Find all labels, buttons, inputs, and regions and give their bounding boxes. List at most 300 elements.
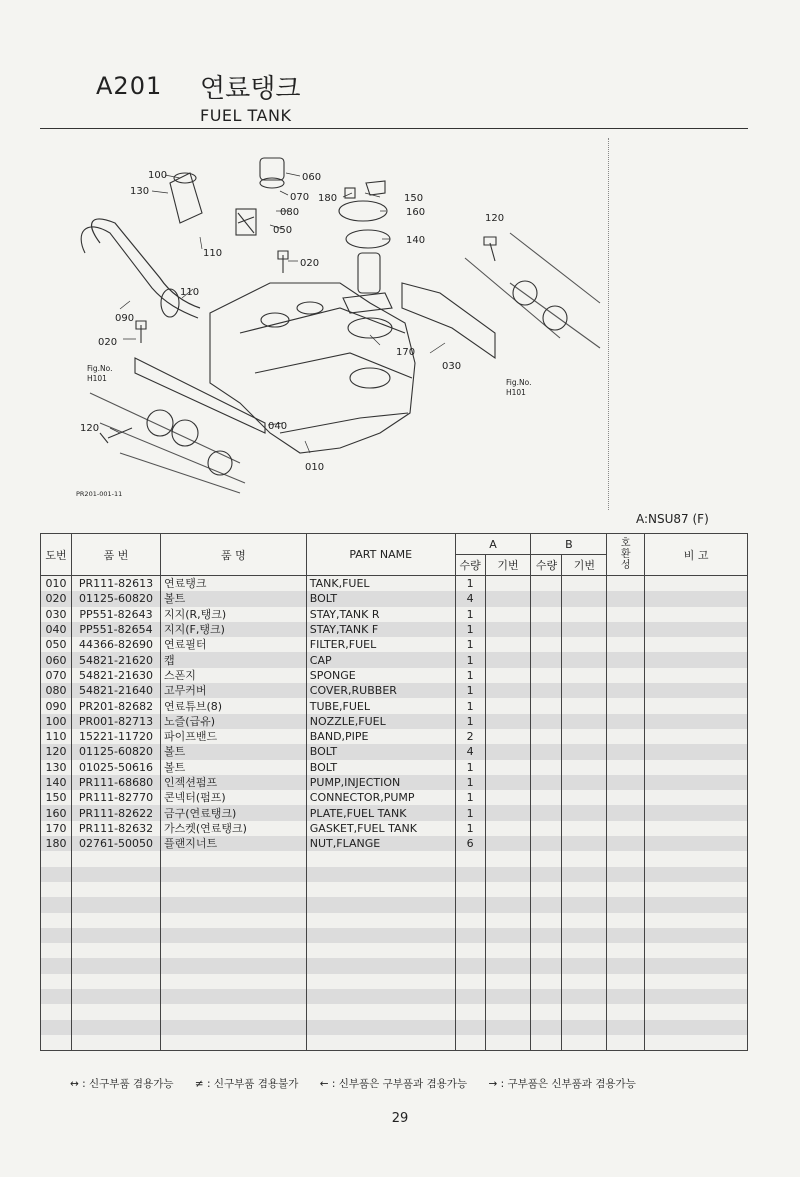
cell-part-name: BOLT — [306, 744, 455, 759]
cell-base-a — [485, 775, 531, 790]
cell-base-b — [562, 943, 607, 958]
cell-interchange — [607, 652, 645, 667]
cell-remarks — [645, 943, 748, 958]
cell-part-name — [306, 1035, 455, 1051]
cell-interchange — [607, 958, 645, 973]
cell-name-korean: 볼트 — [160, 760, 306, 775]
cell-base-a — [485, 1004, 531, 1019]
cell-base-a — [485, 683, 531, 698]
cell-part-name — [306, 1020, 455, 1035]
cell-part-name: SPONGE — [306, 668, 455, 683]
cell-diagram-no: 150 — [41, 790, 72, 805]
section-title-english: FUEL TANK — [200, 106, 292, 125]
callout-label: 100 — [148, 170, 168, 181]
cell-name-korean: 지지(F,탱크) — [160, 622, 306, 637]
cell-interchange — [607, 882, 645, 897]
cell-diagram-no — [41, 882, 72, 897]
cell-remarks — [645, 958, 748, 973]
cell-part-number: PR111-82622 — [71, 805, 160, 820]
table-row — [41, 867, 748, 882]
cell-base-b — [562, 928, 607, 943]
cell-name-korean — [160, 851, 306, 866]
cell-diagram-no: 060 — [41, 652, 72, 667]
cell-part-name — [306, 851, 455, 866]
header-group-a: A — [455, 534, 531, 555]
cell-part-name: STAY,TANK R — [306, 607, 455, 622]
table-row — [41, 760, 748, 775]
cell-interchange — [607, 790, 645, 805]
cell-qty-a — [455, 928, 485, 943]
cell-part-name: PLATE,FUEL TANK — [306, 805, 455, 820]
cell-qty-b — [531, 928, 562, 943]
cell-remarks — [645, 591, 748, 606]
cell-remarks — [645, 1035, 748, 1051]
cell-qty-a: 1 — [455, 637, 485, 652]
cell-base-a — [485, 607, 531, 622]
cell-base-a — [485, 729, 531, 744]
cell-qty-a — [455, 867, 485, 882]
cell-part-name: PUMP,INJECTION — [306, 775, 455, 790]
cell-interchange — [607, 698, 645, 713]
cell-base-a — [485, 1035, 531, 1051]
cell-name-korean: 연료탱크 — [160, 576, 306, 592]
cell-base-b — [562, 775, 607, 790]
cell-qty-b — [531, 897, 562, 912]
cell-base-a — [485, 668, 531, 683]
cell-part-number — [71, 958, 160, 973]
cell-interchange — [607, 943, 645, 958]
cell-base-b — [562, 851, 607, 866]
cell-part-name — [306, 974, 455, 989]
cell-part-name: TANK,FUEL — [306, 576, 455, 592]
cell-remarks — [645, 714, 748, 729]
cell-qty-a: 2 — [455, 729, 485, 744]
drawing-code: PR201-001-11 — [76, 490, 123, 498]
cell-qty-a: 1 — [455, 683, 485, 698]
page-number: 29 — [391, 1111, 409, 1126]
cell-remarks — [645, 683, 748, 698]
cell-name-korean — [160, 897, 306, 912]
table-row — [41, 851, 748, 866]
cell-qty-b — [531, 882, 562, 897]
cell-qty-a: 1 — [455, 698, 485, 713]
cell-diagram-no — [41, 913, 72, 928]
cell-interchange — [607, 714, 645, 729]
cell-part-name: BAND,PIPE — [306, 729, 455, 744]
cell-remarks — [645, 1004, 748, 1019]
cell-remarks — [645, 1020, 748, 1035]
cell-base-a — [485, 1020, 531, 1035]
cell-part-number — [71, 1035, 160, 1051]
cell-qty-b — [531, 714, 562, 729]
cell-remarks — [645, 836, 748, 851]
cell-interchange — [607, 744, 645, 759]
cell-interchange — [607, 897, 645, 912]
cell-remarks — [645, 974, 748, 989]
cell-remarks — [645, 775, 748, 790]
table-row — [41, 897, 748, 912]
cell-qty-a: 1 — [455, 652, 485, 667]
table-row — [41, 607, 748, 622]
cell-part-name — [306, 913, 455, 928]
cell-part-number: 02761-50050 — [71, 836, 160, 851]
cell-remarks — [645, 607, 748, 622]
cell-part-number: 15221-11720 — [71, 729, 160, 744]
section-title-korean: 연료탱크 — [200, 74, 301, 104]
cell-qty-b — [531, 683, 562, 698]
table-row — [41, 683, 748, 698]
cell-base-a — [485, 928, 531, 943]
cell-base-b — [562, 637, 607, 652]
cell-qty-a: 1 — [455, 714, 485, 729]
cell-diagram-no: 020 — [41, 591, 72, 606]
cell-qty-a: 1 — [455, 622, 485, 637]
cell-part-number — [71, 974, 160, 989]
cell-part-name: BOLT — [306, 591, 455, 606]
cell-base-b — [562, 1035, 607, 1051]
cell-base-a — [485, 913, 531, 928]
header-part-name: PART NAME — [306, 534, 455, 576]
cell-base-b — [562, 897, 607, 912]
cell-qty-b — [531, 775, 562, 790]
cell-name-korean: 스폰지 — [160, 668, 306, 683]
cell-part-name: BOLT — [306, 760, 455, 775]
cell-qty-a — [455, 974, 485, 989]
cell-base-a — [485, 790, 531, 805]
cell-interchange — [607, 851, 645, 866]
table-row — [41, 1004, 748, 1019]
cell-qty-b — [531, 668, 562, 683]
callout-label: 110 — [203, 248, 223, 259]
cell-qty-b — [531, 744, 562, 759]
cell-interchange — [607, 775, 645, 790]
cell-qty-b — [531, 622, 562, 637]
cell-base-b — [562, 622, 607, 637]
cell-name-korean: 콘넥터(펌프) — [160, 790, 306, 805]
cell-interchange — [607, 928, 645, 943]
cell-base-a — [485, 897, 531, 912]
cell-qty-b — [531, 974, 562, 989]
callout-label: 070 — [290, 192, 310, 203]
cell-name-korean: 고무커버 — [160, 683, 306, 698]
cell-name-korean: 파이프밴드 — [160, 729, 306, 744]
figure-ref-label: Fig.No. — [506, 378, 532, 387]
cell-base-b — [562, 790, 607, 805]
cell-diagram-no — [41, 851, 72, 866]
cell-diagram-no: 120 — [41, 744, 72, 759]
cell-part-name — [306, 897, 455, 912]
model-note: A:NSU87 (F) — [636, 512, 709, 526]
cell-remarks — [645, 790, 748, 805]
cell-remarks — [645, 576, 748, 592]
cell-name-korean — [160, 958, 306, 973]
cell-qty-b — [531, 913, 562, 928]
callout-label: 020 — [300, 258, 320, 269]
callout-label: 110 — [180, 287, 200, 298]
legend — [70, 1076, 654, 1091]
cell-remarks — [645, 760, 748, 775]
cell-base-b — [562, 576, 607, 592]
cell-qty-a: 1 — [455, 760, 485, 775]
cell-remarks — [645, 867, 748, 882]
cell-diagram-no: 160 — [41, 805, 72, 820]
cell-base-b — [562, 744, 607, 759]
cell-part-number — [71, 882, 160, 897]
cell-name-korean: 연료튜브(8) — [160, 698, 306, 713]
cell-qty-a — [455, 1035, 485, 1051]
cell-qty-a: 4 — [455, 591, 485, 606]
cell-name-korean: 가스켓(연료탱크) — [160, 821, 306, 836]
table-row — [41, 637, 748, 652]
cell-base-b — [562, 668, 607, 683]
table-row — [41, 913, 748, 928]
cell-name-korean: 금구(연료탱크) — [160, 805, 306, 820]
legend-item: ← : 신부품은 구부품과 겸용가능 — [319, 1078, 468, 1090]
cell-base-b — [562, 836, 607, 851]
cell-part-name — [306, 943, 455, 958]
cell-part-name: NUT,FLANGE — [306, 836, 455, 851]
cell-remarks — [645, 851, 748, 866]
cell-part-name: COVER,RUBBER — [306, 683, 455, 698]
cell-qty-b — [531, 637, 562, 652]
cell-remarks — [645, 805, 748, 820]
cell-interchange — [607, 974, 645, 989]
cell-interchange — [607, 668, 645, 683]
cell-qty-b — [531, 576, 562, 592]
cell-qty-b — [531, 591, 562, 606]
callout-label: 150 — [404, 193, 424, 204]
table-row — [41, 714, 748, 729]
table-row — [41, 928, 748, 943]
cell-base-b — [562, 821, 607, 836]
cell-qty-a: 1 — [455, 576, 485, 592]
cell-interchange — [607, 836, 645, 851]
cell-remarks — [645, 744, 748, 759]
callout-label: 010 — [305, 462, 325, 473]
figure-ref-label: Fig.No. — [87, 364, 113, 373]
cell-diagram-no: 080 — [41, 683, 72, 698]
cell-interchange — [607, 913, 645, 928]
cell-part-number — [71, 928, 160, 943]
cell-qty-b — [531, 760, 562, 775]
cell-diagram-no: 040 — [41, 622, 72, 637]
table-row — [41, 882, 748, 897]
cell-diagram-no — [41, 989, 72, 1004]
header-part-number: 품 번 — [71, 534, 160, 576]
header-qty-a: 수량 — [455, 555, 485, 576]
cell-diagram-no — [41, 1035, 72, 1051]
cell-part-number — [71, 989, 160, 1004]
cell-base-a — [485, 821, 531, 836]
cell-base-b — [562, 652, 607, 667]
cell-base-b — [562, 729, 607, 744]
table-row — [41, 989, 748, 1004]
cell-base-b — [562, 989, 607, 1004]
cell-name-korean — [160, 882, 306, 897]
table-row — [41, 591, 748, 606]
header-diagram-no: 도번 — [41, 534, 72, 576]
cell-interchange — [607, 607, 645, 622]
cell-qty-a — [455, 958, 485, 973]
cell-base-b — [562, 698, 607, 713]
table-row — [41, 775, 748, 790]
cell-base-a — [485, 714, 531, 729]
callout-label: 180 — [318, 193, 338, 204]
cell-diagram-no — [41, 897, 72, 912]
cell-interchange — [607, 622, 645, 637]
cell-qty-a: 1 — [455, 805, 485, 820]
cell-remarks — [645, 622, 748, 637]
callout-label: 050 — [273, 225, 293, 236]
cell-qty-a: 6 — [455, 836, 485, 851]
table-row — [41, 790, 748, 805]
cell-qty-b — [531, 1020, 562, 1035]
cell-diagram-no — [41, 958, 72, 973]
table-row — [41, 576, 748, 592]
cell-remarks — [645, 989, 748, 1004]
cell-part-name: GASKET,FUEL TANK — [306, 821, 455, 836]
table-row — [41, 698, 748, 713]
table-row — [41, 974, 748, 989]
cell-part-number: 54821-21620 — [71, 652, 160, 667]
header-group-b: B — [531, 534, 607, 555]
cell-remarks — [645, 652, 748, 667]
figure-ref-number: H101 — [506, 388, 526, 397]
cell-qty-a — [455, 897, 485, 912]
cell-interchange — [607, 1035, 645, 1051]
cell-base-b — [562, 882, 607, 897]
cell-interchange — [607, 821, 645, 836]
cell-name-korean — [160, 1035, 306, 1051]
cell-interchange — [607, 867, 645, 882]
cell-base-b — [562, 1020, 607, 1035]
cell-base-b — [562, 913, 607, 928]
cell-qty-b — [531, 729, 562, 744]
cell-qty-b — [531, 607, 562, 622]
cell-name-korean: 볼트 — [160, 591, 306, 606]
cell-interchange — [607, 1004, 645, 1019]
cell-base-b — [562, 760, 607, 775]
table-row — [41, 622, 748, 637]
cell-qty-b — [531, 836, 562, 851]
cell-diagram-no — [41, 1004, 72, 1019]
section-code: A201 — [96, 72, 163, 100]
callout-label: 120 — [485, 213, 505, 224]
stay-front-shape — [135, 358, 265, 433]
cell-diagram-no — [41, 867, 72, 882]
cell-part-number: PR111-68680 — [71, 775, 160, 790]
cell-qty-b — [531, 821, 562, 836]
cell-qty-a — [455, 1004, 485, 1019]
cell-qty-a — [455, 943, 485, 958]
cell-base-b — [562, 867, 607, 882]
cell-base-a — [485, 698, 531, 713]
cell-base-b — [562, 805, 607, 820]
callout-label: 060 — [302, 172, 322, 183]
cell-part-name: STAY,TANK F — [306, 622, 455, 637]
cell-base-a — [485, 836, 531, 851]
cell-interchange — [607, 576, 645, 592]
cell-qty-b — [531, 851, 562, 866]
table-row — [41, 821, 748, 836]
cell-part-number — [71, 851, 160, 866]
cell-name-korean — [160, 974, 306, 989]
cell-base-a — [485, 576, 531, 592]
cell-qty-a — [455, 989, 485, 1004]
cell-base-a — [485, 744, 531, 759]
cell-base-b — [562, 683, 607, 698]
table-row — [41, 1020, 748, 1035]
cell-base-a — [485, 974, 531, 989]
cell-interchange — [607, 729, 645, 744]
cell-qty-b — [531, 989, 562, 1004]
cell-qty-b — [531, 652, 562, 667]
legend-item: ↔ : 신구부품 겸용가능 — [70, 1078, 174, 1090]
cell-qty-a — [455, 913, 485, 928]
cell-qty-a: 1 — [455, 821, 485, 836]
cell-base-b — [562, 958, 607, 973]
cell-diagram-no: 070 — [41, 668, 72, 683]
title-rule — [40, 128, 748, 129]
cell-part-number: PR001-82713 — [71, 714, 160, 729]
callout-label: 160 — [406, 207, 426, 218]
parts-table — [40, 533, 748, 1051]
header-base-b: 기번 — [562, 555, 607, 576]
cell-interchange — [607, 760, 645, 775]
callout-label: 030 — [442, 361, 462, 372]
cell-part-number: PR111-82770 — [71, 790, 160, 805]
cell-remarks — [645, 821, 748, 836]
cell-part-name: CONNECTOR,PUMP — [306, 790, 455, 805]
cell-base-a — [485, 867, 531, 882]
stay-right-shape — [402, 283, 495, 358]
cell-remarks — [645, 729, 748, 744]
cell-part-name: NOZZLE,FUEL — [306, 714, 455, 729]
cell-part-number: 54821-21630 — [71, 668, 160, 683]
cell-part-number — [71, 943, 160, 958]
cell-qty-a — [455, 882, 485, 897]
cell-base-b — [562, 607, 607, 622]
cell-remarks — [645, 928, 748, 943]
cell-base-b — [562, 591, 607, 606]
cell-qty-b — [531, 790, 562, 805]
cell-part-name: TUBE,FUEL — [306, 698, 455, 713]
cell-part-name — [306, 882, 455, 897]
cell-diagram-no: 030 — [41, 607, 72, 622]
figure-ref-number: H101 — [87, 374, 107, 383]
cell-diagram-no: 010 — [41, 576, 72, 592]
cell-diagram-no: 090 — [41, 698, 72, 713]
table-row — [41, 836, 748, 851]
cell-part-number: 01125-60820 — [71, 591, 160, 606]
cell-diagram-no: 130 — [41, 760, 72, 775]
cell-part-number — [71, 867, 160, 882]
cell-qty-a: 1 — [455, 668, 485, 683]
cell-part-number: 44366-82690 — [71, 637, 160, 652]
cell-qty-b — [531, 958, 562, 973]
cell-remarks — [645, 668, 748, 683]
cell-part-number: PR201-82682 — [71, 698, 160, 713]
header-interchange: 호 환 성 — [607, 534, 645, 576]
cell-diagram-no — [41, 974, 72, 989]
cell-diagram-no — [41, 1020, 72, 1035]
cell-base-a — [485, 652, 531, 667]
cell-part-number: PP551-82643 — [71, 607, 160, 622]
cell-part-name: FILTER,FUEL — [306, 637, 455, 652]
cell-remarks — [645, 897, 748, 912]
cell-qty-b — [531, 698, 562, 713]
cell-diagram-no: 170 — [41, 821, 72, 836]
